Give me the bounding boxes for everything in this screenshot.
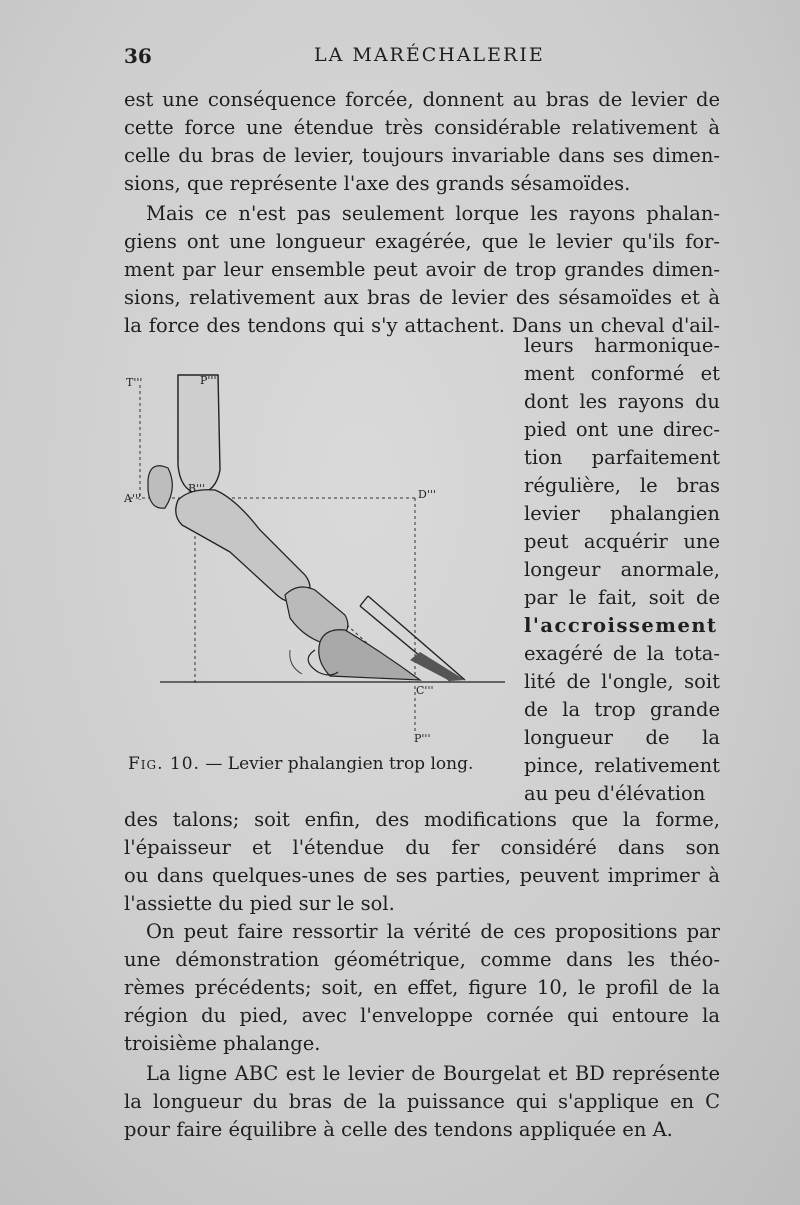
text-line: de la trop grande <box>524 698 720 721</box>
label-d: D''' <box>418 488 436 501</box>
figure-10-illustration <box>120 360 520 750</box>
text-line: la longueur du bras de la puissance qui s'applique en C <box>124 1090 720 1113</box>
text-line: l'assiette du pied sur le sol. <box>124 892 395 915</box>
label-p-bottom: P''' <box>414 732 431 745</box>
label-b: B''' <box>188 482 206 495</box>
text-line: giens ont une longueur exagérée, que le levier qu'ils for- <box>124 230 720 253</box>
text-line: tion parfaitement <box>524 446 720 469</box>
text-line: lité de l'ongle, soit <box>524 670 720 693</box>
text-line: levier phalangien <box>524 502 720 525</box>
text-line: l'accroissement <box>524 614 718 637</box>
text-line: est une conséquence forcée, donnent au bras de levier de <box>124 88 720 111</box>
hoof-lever-diagram <box>120 360 520 750</box>
text-line: On peut faire ressortir la vérité de ces propositions par <box>146 920 720 943</box>
label-c: C''' <box>416 684 434 697</box>
text-line: régulière, le bras <box>524 474 720 497</box>
text-line: rèmes précédents; soit, en effet, figure 10, le profil de la <box>124 976 720 999</box>
text-line: La ligne ABC est le levier de Bourgelat et BD représente <box>146 1062 720 1085</box>
text-line: dont les rayons du <box>524 390 720 413</box>
running-title: LA MARÉCHALERIE <box>314 44 545 66</box>
text-line: troisième phalange. <box>124 1032 321 1055</box>
label-t: T''' <box>126 376 143 389</box>
text-line: Mais ce n'est pas seulement lorque les rayons phalan- <box>146 202 720 225</box>
text-line: pied ont une direc- <box>524 418 720 441</box>
text-line: la force des tendons qui s'y attachent. Dans un cheval d'ail- <box>124 314 720 337</box>
text-line: des talons; soit enfin, des modifications que la forme, <box>124 808 720 831</box>
label-p-top: P''' <box>200 374 217 387</box>
text-line: pince, relativement <box>524 754 720 777</box>
figure-caption-label: Fig. 10. <box>128 754 200 774</box>
label-a: A''' <box>124 492 142 505</box>
text-line: exagéré de la tota- <box>524 642 720 665</box>
cannon-bone <box>178 375 220 494</box>
page-number: 36 <box>124 44 152 68</box>
text-line: cette force une étendue très considérable relativement à <box>124 116 720 139</box>
text-line: peut acquérir une <box>524 530 720 553</box>
text-line: sions, que représente l'axe des grands sésamoïdes. <box>124 172 631 195</box>
hoof-wall-top <box>360 596 368 606</box>
text-line: une démonstration géométrique, comme dans les théo- <box>124 948 720 971</box>
text-line: longueur de la <box>524 726 720 749</box>
text-line: région du pied, avec l'enveloppe cornée qui entoure la <box>124 1004 720 1027</box>
third-phalanx <box>319 630 420 680</box>
text-line: au peu d'élévation <box>524 782 706 805</box>
figure-caption <box>128 754 473 774</box>
first-phalanx <box>176 490 310 603</box>
text-line: ment par leur ensemble peut avoir de trop grandes dimen- <box>124 258 720 281</box>
text-line: celle du bras de levier, toujours invariable dans ses dimen- <box>124 144 720 167</box>
text-line: par le fait, soit de <box>524 586 720 609</box>
text-line: sions, relativement aux bras de levier des sésamoïdes et à <box>124 286 720 309</box>
text-line: l'épaisseur et l'étendue du fer considéré dans son <box>124 836 720 859</box>
text-line: ou dans quelques-unes de ses parties, peuvent imprimer à <box>124 864 720 887</box>
page-header <box>124 44 724 72</box>
sesamoid-bone <box>148 466 172 508</box>
heel-back-outline <box>290 650 302 674</box>
text-line: ment conformé et <box>524 362 720 385</box>
figure-caption-text: — Levier phalangien trop long. <box>205 754 474 774</box>
text-line: longeur anormale, <box>524 558 720 581</box>
text-line: pour faire équilibre à celle des tendons appliquée en A. <box>124 1118 673 1141</box>
text-line: leurs harmonique- <box>524 334 720 357</box>
